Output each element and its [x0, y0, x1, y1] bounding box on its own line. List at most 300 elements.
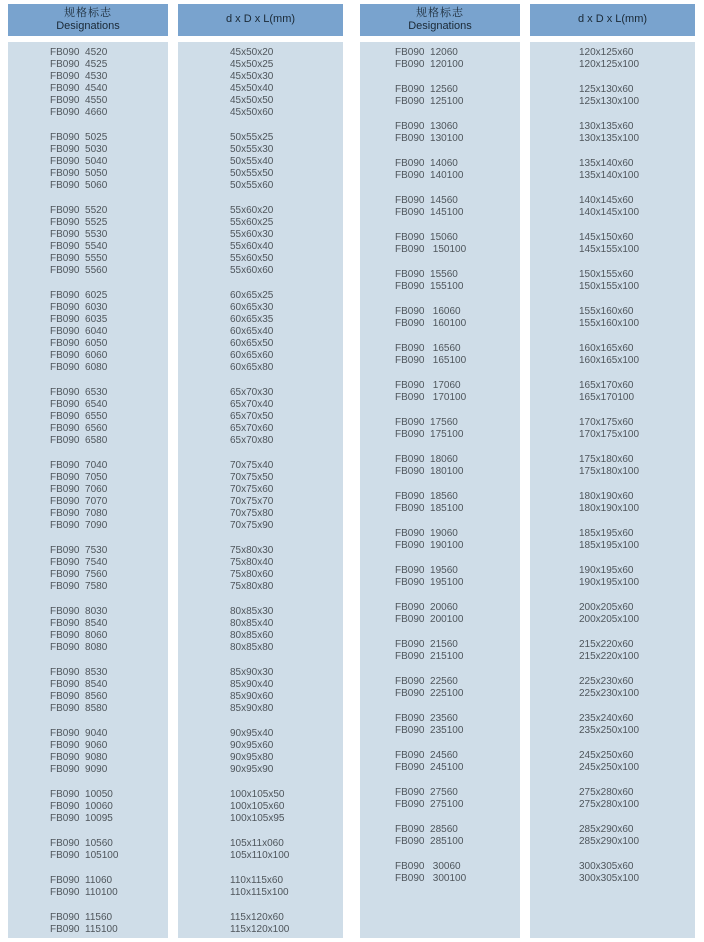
dimension-cell: 75x80x80 — [230, 581, 274, 592]
designation-cell: FB090 6580 — [50, 435, 108, 446]
dimension-cell: 80x85x30 — [230, 606, 274, 617]
spec-group — [8, 460, 168, 532]
dimension-cell: 90x95x90 — [230, 764, 274, 775]
designation-cell: FB090 18060 — [395, 454, 458, 465]
dimension-cell: 155x160x60 — [579, 306, 634, 317]
designation-cell: FB090 190100 — [395, 540, 464, 551]
designation-cell: FB090 5540 — [50, 241, 108, 252]
designation-cell: FB090 13060 — [395, 121, 458, 132]
dimensions-header-right — [530, 4, 695, 36]
designation-cell: FB090 4520 — [50, 47, 108, 58]
dimension-cell: 235x250x100 — [579, 725, 640, 736]
spec-group — [530, 750, 695, 774]
designation-cell: FB090 4525 — [50, 59, 108, 70]
designation-cell: FB090 20060 — [395, 602, 458, 613]
spec-group — [530, 639, 695, 663]
dimension-cell: 55x60x25 — [230, 217, 274, 228]
dimension-cell: 75x80x30 — [230, 545, 274, 556]
spec-group — [360, 84, 520, 108]
designation-cell: FB090 8530 — [50, 667, 108, 678]
designation-cell: FB090 6060 — [50, 350, 108, 361]
dimension-cell: 150x155x100 — [579, 281, 640, 292]
designations-header-en: Designations — [408, 20, 472, 32]
designation-cell: FB090 9060 — [50, 740, 108, 751]
dimension-cell: 55x60x30 — [230, 229, 274, 240]
designation-cell: FB090 10560 — [50, 838, 113, 849]
designation-cell: FB090 7080 — [50, 508, 108, 519]
dimension-cell: 50x55x60 — [230, 180, 274, 191]
designation-cell: FB090 23560 — [395, 713, 458, 724]
spec-group — [530, 306, 695, 330]
spec-group — [8, 912, 168, 936]
designation-cell: FB090 125100 — [395, 96, 464, 107]
spec-group — [360, 121, 520, 145]
dimension-cell: 90x95x40 — [230, 728, 274, 739]
spec-group — [360, 528, 520, 552]
designation-cell: FB090 27560 — [395, 787, 458, 798]
designation-cell: FB090 245100 — [395, 762, 464, 773]
dimension-cell: 100x105x50 — [230, 789, 285, 800]
designation-cell: FB090 6035 — [50, 314, 108, 325]
designation-cell: FB090 8060 — [50, 630, 108, 641]
spec-group — [530, 454, 695, 478]
designation-cell: FB090 12060 — [395, 47, 458, 58]
spec-group — [360, 195, 520, 219]
dimension-cell: 190x195x100 — [579, 577, 640, 588]
designations-header-left — [8, 4, 168, 36]
dimension-cell: 50x55x25 — [230, 132, 274, 143]
designation-cell: FB090 7560 — [50, 569, 108, 580]
spec-group — [360, 602, 520, 626]
spec-group — [178, 545, 343, 593]
dimension-cell: 175x180x60 — [579, 454, 634, 465]
designation-cell: FB090 8030 — [50, 606, 108, 617]
designation-cell: FB090 4530 — [50, 71, 108, 82]
dimension-cell: 120x125x100 — [579, 59, 640, 70]
dimension-cell: 215x220x100 — [579, 651, 640, 662]
dimension-cell: 100x105x95 — [230, 813, 285, 824]
designation-cell: FB090 8540 — [50, 679, 108, 690]
dimension-cell: 215x220x60 — [579, 639, 634, 650]
spec-group — [8, 132, 168, 192]
spec-group — [178, 132, 343, 192]
dimension-cell: 170x175x60 — [579, 417, 634, 428]
dimension-cell: 85x90x30 — [230, 667, 274, 678]
designation-cell: FB090 10050 — [50, 789, 113, 800]
designation-cell: FB090 8540 — [50, 618, 108, 629]
designation-cell: FB090 5560 — [50, 265, 108, 276]
spec-group — [178, 728, 343, 776]
spec-group — [530, 491, 695, 515]
spec-group — [530, 195, 695, 219]
spec-group — [360, 639, 520, 663]
dimension-cell: 135x140x60 — [579, 158, 634, 169]
spec-group — [530, 676, 695, 700]
dimension-cell: 165x170x60 — [579, 380, 634, 391]
spec-group — [178, 912, 343, 936]
designation-cell: FB090 14060 — [395, 158, 458, 169]
designation-cell: FB090 5520 — [50, 205, 108, 216]
spec-group — [360, 417, 520, 441]
dimension-cell: 70x75x40 — [230, 460, 274, 471]
spec-group — [178, 789, 343, 825]
dimension-cell: 90x95x80 — [230, 752, 274, 763]
dimension-cell: 165x170100 — [579, 392, 635, 403]
designation-cell: FB090 5030 — [50, 144, 108, 155]
designation-cell: FB090 12560 — [395, 84, 458, 95]
dimensions-column-left — [178, 4, 343, 938]
dimensions-body-right — [530, 42, 695, 938]
designation-cell: FB090 10095 — [50, 813, 113, 824]
dimension-cell: 60x65x60 — [230, 350, 274, 361]
dimension-cell: 60x65x40 — [230, 326, 274, 337]
designation-cell: FB090 215100 — [395, 651, 464, 662]
spec-group — [8, 290, 168, 374]
designation-cell: FB090 7580 — [50, 581, 108, 592]
dimension-cell: 45x50x20 — [230, 47, 274, 58]
spec-group — [8, 728, 168, 776]
dimension-cell: 100x105x60 — [230, 801, 285, 812]
dimension-cell: 45x50x40 — [230, 83, 274, 94]
spec-group — [530, 713, 695, 737]
dimension-cell: 70x75x70 — [230, 496, 274, 507]
designation-cell: FB090 7070 — [50, 496, 108, 507]
spec-group — [8, 205, 168, 277]
dimension-cell: 65x70x60 — [230, 423, 274, 434]
dimension-cell: 190x195x60 — [579, 565, 634, 576]
designation-cell: FB090 6530 — [50, 387, 108, 398]
dimension-cell: 275x280x100 — [579, 799, 640, 810]
designation-cell: FB090 16060 — [395, 306, 461, 317]
designation-cell: FB090 5050 — [50, 168, 108, 179]
dimensions-header-left — [178, 4, 343, 36]
spec-group — [178, 838, 343, 862]
spec-group — [360, 676, 520, 700]
designation-cell: FB090 10060 — [50, 801, 113, 812]
designations-header-right — [360, 4, 520, 36]
spec-group — [530, 84, 695, 108]
designation-cell: FB090 235100 — [395, 725, 464, 736]
dimension-cell: 55x60x40 — [230, 241, 274, 252]
designation-cell: FB090 5060 — [50, 180, 108, 191]
spec-group — [530, 417, 695, 441]
designation-cell: FB090 6550 — [50, 411, 108, 422]
designation-cell: FB090 5530 — [50, 229, 108, 240]
designation-cell: FB090 14560 — [395, 195, 458, 206]
dimension-cell: 55x60x50 — [230, 253, 274, 264]
spec-group — [178, 205, 343, 277]
designation-cell: FB090 170100 — [395, 392, 467, 403]
designation-cell: FB090 5040 — [50, 156, 108, 167]
dimension-cell: 55x60x60 — [230, 265, 274, 276]
dimension-cell: 140x145x100 — [579, 207, 640, 218]
designation-cell: FB090 275100 — [395, 799, 464, 810]
spec-group — [8, 387, 168, 447]
spec-group — [8, 789, 168, 825]
dimension-cell: 200x205x60 — [579, 602, 634, 613]
dimension-cell: 130x135x60 — [579, 121, 634, 132]
spec-group — [178, 875, 343, 899]
designation-cell: FB090 15560 — [395, 269, 458, 280]
designation-cell: FB090 15060 — [395, 232, 458, 243]
spec-group — [360, 232, 520, 256]
designation-cell: FB090 185100 — [395, 503, 464, 514]
dimension-cell: 140x145x60 — [579, 195, 634, 206]
designation-cell: FB090 16560 — [395, 343, 461, 354]
dimension-cell: 235x240x60 — [579, 713, 634, 724]
designation-cell: FB090 6050 — [50, 338, 108, 349]
designation-cell: FB090 130100 — [395, 133, 464, 144]
designation-cell: FB090 7540 — [50, 557, 108, 568]
designation-cell: FB090 7530 — [50, 545, 108, 556]
spec-group — [178, 667, 343, 715]
dimension-cell: 65x70x40 — [230, 399, 274, 410]
designation-cell: FB090 24560 — [395, 750, 458, 761]
designation-cell: FB090 8560 — [50, 691, 108, 702]
dimension-cell: 70x75x80 — [230, 508, 274, 519]
designations-header-zh: 规格标志 — [416, 6, 464, 19]
designations-header-en: Designations — [56, 20, 120, 32]
dimension-cell: 125x130x100 — [579, 96, 640, 107]
designation-cell: FB090 8580 — [50, 703, 108, 714]
dimension-cell: 60x65x50 — [230, 338, 274, 349]
designation-cell: FB090 7090 — [50, 520, 108, 531]
dimension-cell: 150x155x60 — [579, 269, 634, 280]
designation-cell: FB090 4660 — [50, 107, 108, 118]
spec-group — [530, 528, 695, 552]
designation-cell: FB090 19560 — [395, 565, 458, 576]
dimension-cell: 60x65x30 — [230, 302, 274, 313]
dimension-cell: 300x305x60 — [579, 861, 634, 872]
spec-group — [178, 47, 343, 119]
designation-cell: FB090 165100 — [395, 355, 467, 366]
dimension-cell: 145x155x100 — [579, 244, 640, 255]
spec-group — [360, 158, 520, 182]
dimension-cell: 70x75x90 — [230, 520, 274, 531]
dimension-cell: 185x195x100 — [579, 540, 640, 551]
designation-cell: FB090 6560 — [50, 423, 108, 434]
designation-cell: FB090 160100 — [395, 318, 467, 329]
designation-cell: FB090 155100 — [395, 281, 464, 292]
dimension-cell: 45x50x25 — [230, 59, 274, 70]
dimension-cell: 105x11x060 — [230, 838, 284, 849]
dimension-cell: 80x85x40 — [230, 618, 274, 629]
dimension-cell: 45x50x50 — [230, 95, 274, 106]
designation-cell: FB090 225100 — [395, 688, 464, 699]
dimension-cell: 45x50x30 — [230, 71, 274, 82]
spec-group — [530, 824, 695, 848]
spec-group — [178, 460, 343, 532]
dimension-cell: 145x150x60 — [579, 232, 634, 243]
spec-group — [360, 713, 520, 737]
dimension-cell: 180x190x100 — [579, 503, 640, 514]
designation-cell: FB090 9040 — [50, 728, 108, 739]
dimension-cell: 110x115x100 — [230, 887, 289, 898]
dimension-cell: 50x55x30 — [230, 144, 274, 155]
designation-cell: FB090 5550 — [50, 253, 108, 264]
designation-cell: FB090 110100 — [50, 887, 118, 898]
dimension-cell: 110x115x60 — [230, 875, 284, 886]
designation-cell: FB090 150100 — [395, 244, 467, 255]
designation-cell: FB090 11060 — [50, 875, 113, 886]
designation-cell: FB090 7050 — [50, 472, 108, 483]
dimension-cell: 125x130x60 — [579, 84, 634, 95]
spec-group — [360, 787, 520, 811]
dimension-cell: 160x165x60 — [579, 343, 634, 354]
dimension-cell: 55x60x20 — [230, 205, 274, 216]
spec-group — [178, 606, 343, 654]
dimension-cell: 60x65x25 — [230, 290, 274, 301]
designation-cell: FB090 6030 — [50, 302, 108, 313]
designation-cell: FB090 145100 — [395, 207, 464, 218]
designation-cell: FB090 120100 — [395, 59, 464, 70]
spec-group — [530, 269, 695, 293]
designation-cell: FB090 5025 — [50, 132, 108, 143]
dimension-cell: 80x85x80 — [230, 642, 274, 653]
dimension-cell: 115x120x100 — [230, 924, 290, 935]
spec-group — [530, 47, 695, 71]
designation-cell: FB090 285100 — [395, 836, 464, 847]
designation-cell: FB090 300100 — [395, 873, 467, 884]
dimension-cell: 65x70x30 — [230, 387, 274, 398]
designation-cell: FB090 105100 — [50, 850, 119, 861]
designation-cell: FB090 7040 — [50, 460, 108, 471]
designation-cell: FB090 180100 — [395, 466, 464, 477]
dimension-cell: 155x160x100 — [579, 318, 640, 329]
spec-group — [360, 269, 520, 293]
dimension-cell: 75x80x60 — [230, 569, 274, 580]
spec-group — [360, 306, 520, 330]
designation-cell: FB090 17560 — [395, 417, 458, 428]
dimension-cell: 85x90x60 — [230, 691, 274, 702]
designation-cell: FB090 6080 — [50, 362, 108, 373]
dimension-cell: 160x165x100 — [579, 355, 640, 366]
designation-cell: FB090 195100 — [395, 577, 464, 588]
dimension-cell: 130x135x100 — [579, 133, 640, 144]
designation-cell: FB090 9080 — [50, 752, 108, 763]
designation-cell: FB090 9090 — [50, 764, 108, 775]
designation-cell: FB090 4540 — [50, 83, 108, 94]
spec-group — [8, 47, 168, 119]
designation-cell: FB090 22560 — [395, 676, 458, 687]
designation-cell: FB090 5525 — [50, 217, 108, 228]
dimension-cell: 185x195x60 — [579, 528, 634, 539]
designations-body-right — [360, 42, 520, 938]
spec-group — [360, 491, 520, 515]
spec-group — [530, 602, 695, 626]
spec-group — [8, 545, 168, 593]
dimension-cell: 180x190x60 — [579, 491, 634, 502]
dimension-cell: 60x65x35 — [230, 314, 274, 325]
spec-group — [530, 343, 695, 367]
spec-group — [360, 565, 520, 589]
spec-group — [360, 380, 520, 404]
spec-group — [360, 750, 520, 774]
dimension-cell: 135x140x100 — [579, 170, 640, 181]
dimension-cell: 225x230x60 — [579, 676, 634, 687]
dimensions-header-label: d x D x L(mm) — [225, 13, 296, 26]
dimension-cell: 115x120x60 — [230, 912, 284, 923]
spec-group — [530, 565, 695, 589]
spec-group — [530, 380, 695, 404]
dimension-cell: 65x70x80 — [230, 435, 274, 446]
designation-cell: FB090 19060 — [395, 528, 458, 539]
dimension-cell: 200x205x100 — [579, 614, 640, 625]
dimension-cell: 50x55x50 — [230, 168, 274, 179]
dimension-cell: 65x70x50 — [230, 411, 274, 422]
dimensions-body-left — [178, 42, 343, 938]
designation-cell: FB090 4550 — [50, 95, 108, 106]
designation-cell: FB090 6040 — [50, 326, 108, 337]
dimension-cell: 50x55x40 — [230, 156, 274, 167]
dimension-cell: 85x90x40 — [230, 679, 274, 690]
spec-group — [530, 232, 695, 256]
dimension-cell: 120x125x60 — [579, 47, 634, 58]
spec-group — [530, 121, 695, 145]
spec-group — [178, 290, 343, 374]
designation-cell: FB090 30060 — [395, 861, 461, 872]
designation-cell: FB090 6025 — [50, 290, 108, 301]
spec-table-left — [8, 4, 343, 938]
spec-group — [8, 838, 168, 862]
dimensions-column-right — [530, 4, 695, 938]
dimension-cell: 175x180x100 — [579, 466, 640, 477]
designation-cell: FB090 6540 — [50, 399, 108, 410]
spec-group — [530, 158, 695, 182]
spec-group — [8, 667, 168, 715]
spec-group — [360, 861, 520, 885]
dimension-cell: 275x280x60 — [579, 787, 634, 798]
dimension-cell: 75x80x40 — [230, 557, 274, 568]
dimension-cell: 300x305x100 — [579, 873, 640, 884]
dimension-cell: 285x290x100 — [579, 836, 640, 847]
designation-cell: FB090 115100 — [50, 924, 118, 935]
dimensions-header-label: d x D x L(mm) — [577, 13, 648, 26]
dimension-cell: 60x65x80 — [230, 362, 274, 373]
dimension-cell: 170x175x100 — [579, 429, 640, 440]
spec-group — [360, 454, 520, 478]
spec-group — [178, 387, 343, 447]
spec-group — [8, 606, 168, 654]
spec-group — [530, 861, 695, 885]
dimension-cell: 45x50x60 — [230, 107, 274, 118]
dimension-cell: 225x230x100 — [579, 688, 640, 699]
designation-cell: FB090 21560 — [395, 639, 458, 650]
spec-group — [360, 343, 520, 367]
spec-group — [530, 787, 695, 811]
designations-body-left — [8, 42, 168, 938]
designation-cell: FB090 7060 — [50, 484, 108, 495]
dimension-cell: 70x75x50 — [230, 472, 274, 483]
dimension-cell: 245x250x100 — [579, 762, 640, 773]
dimension-cell: 70x75x60 — [230, 484, 274, 495]
designations-column-left — [8, 4, 168, 938]
dimension-cell: 285x290x60 — [579, 824, 634, 835]
designations-column-right — [360, 4, 520, 938]
designations-header-zh: 规格标志 — [64, 6, 112, 19]
dimension-cell: 80x85x60 — [230, 630, 274, 641]
dimension-cell: 245x250x60 — [579, 750, 634, 761]
designation-cell: FB090 17060 — [395, 380, 461, 391]
designation-cell: FB090 8080 — [50, 642, 108, 653]
spec-group — [360, 47, 520, 71]
designation-cell: FB090 140100 — [395, 170, 464, 181]
spec-group — [360, 824, 520, 848]
designation-cell: FB090 200100 — [395, 614, 464, 625]
designation-cell: FB090 28560 — [395, 824, 458, 835]
spec-table-right — [360, 4, 695, 938]
dimension-cell: 105x110x100 — [230, 850, 290, 861]
